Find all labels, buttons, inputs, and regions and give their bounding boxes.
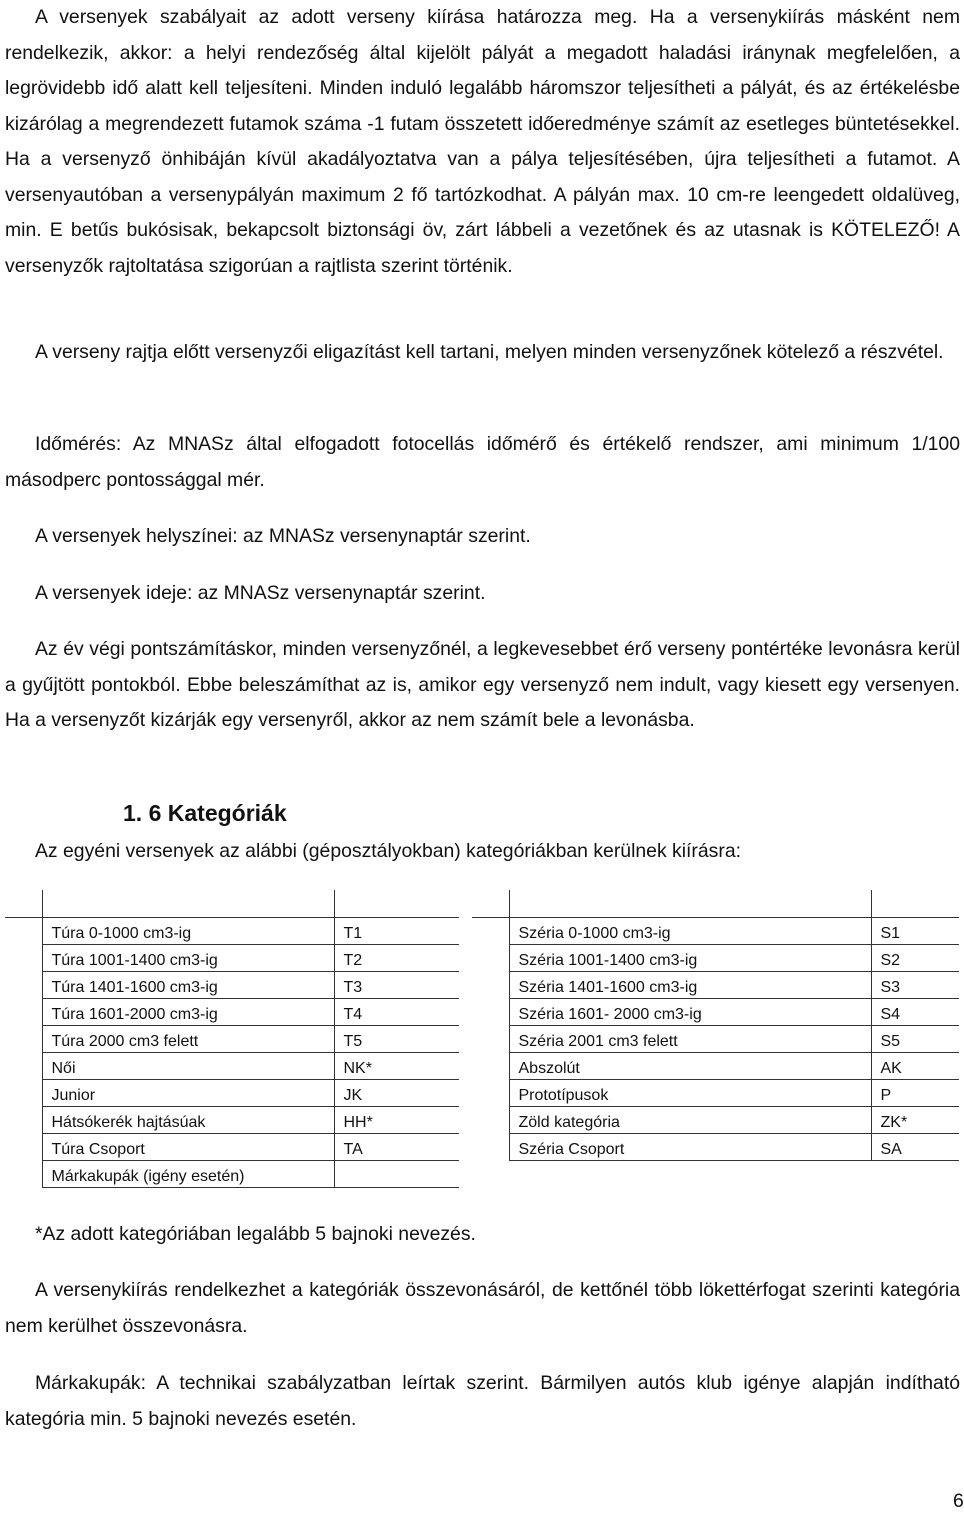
page-number: 6 xyxy=(953,1490,964,1512)
category-code: T5 xyxy=(334,1026,459,1053)
category-code: TA xyxy=(334,1134,459,1161)
table-gap-cell xyxy=(472,1134,509,1161)
category-name: Zöld kategória xyxy=(509,1107,871,1134)
table-gap-cell xyxy=(5,945,42,972)
table-row xyxy=(5,1026,459,1053)
table-gap-cell xyxy=(5,972,42,999)
table-row xyxy=(472,945,959,972)
category-name: Széria Csoport xyxy=(509,1134,871,1161)
category-code: AK xyxy=(871,1053,959,1080)
category-name: Túra 1401-1600 cm3-ig xyxy=(42,972,334,999)
table-row xyxy=(472,1053,959,1080)
table-row xyxy=(5,1080,459,1107)
table-gap-cell xyxy=(472,1080,509,1107)
table-gap-cell xyxy=(5,918,42,945)
table-gap-cell xyxy=(472,945,509,972)
category-code: S2 xyxy=(871,945,959,972)
category-name: Túra 1001-1400 cm3-ig xyxy=(42,945,334,972)
category-code: S1 xyxy=(871,918,959,945)
category-name: Prototípusok xyxy=(509,1080,871,1107)
category-code: S5 xyxy=(871,1026,959,1053)
category-name: Széria 0-1000 cm3-ig xyxy=(509,918,871,945)
rules-paragraph: A versenyek szabályait az adott verseny kiírása határozza meg. Ha a versenykiírás másként nem rendelkezik, akkor: a helyi rendezőség által kijelölt pályát a megadott haladási iránynak megfelelően, a legrövidebb idő alatt kell teljesíteni. Minden induló legalább háromszor teljesítheti a pályát, és az értékelésbe kizárólag a megrendezett futamok száma -1 futam összetett időeredménye számít az esetleges büntetésekkel. Ha a versenyző önhibáján kívül akadályoztatva van a pálya teljesítésében, újra teljesítheti a futamot. A versenyautóban a versenypályán maximum 2 fő tartózkodhat. A pályán max. 10 cm-re leengedett oldalüveg, min. E betűs bukósisak, bekapcsolt biztonsági öv, zárt lábbeli a vezetőnek és az utasnak is KÖTELEZŐ! A versenyzők rajtoltatása szigorúan a rajtlista szerint történik. xyxy=(5,6,960,277)
right-category-table xyxy=(472,890,959,1161)
table-row xyxy=(472,1107,959,1134)
table-row xyxy=(472,999,959,1026)
category-code: T4 xyxy=(334,999,459,1026)
category-footnote: *Az adott kategóriában legalább 5 bajnoki nevezés. xyxy=(35,1223,476,1245)
table-gap-cell xyxy=(472,918,509,945)
category-code: T2 xyxy=(334,945,459,972)
table-spacer-cell xyxy=(334,890,459,918)
category-name: Női xyxy=(42,1053,334,1080)
table-gap-cell xyxy=(472,972,509,999)
table-gap-cell xyxy=(5,1161,42,1188)
table-spacer-cell xyxy=(871,890,959,918)
category-code: S3 xyxy=(871,972,959,999)
briefing-paragraph: A verseny rajtja előtt versenyzői eligazítást kell tartani, melyen minden versenyzőnek kötelező a részvétel. xyxy=(35,341,944,363)
table-gap-cell xyxy=(5,999,42,1026)
table-gap-cell xyxy=(5,1134,42,1161)
category-name: Hátsókerék hajtásúak xyxy=(42,1107,334,1134)
category-code: NK* xyxy=(334,1053,459,1080)
category-code: T1 xyxy=(334,918,459,945)
table-gap-cell xyxy=(5,1026,42,1053)
category-code: ZK* xyxy=(871,1107,959,1134)
category-name: Túra 0-1000 cm3-ig xyxy=(42,918,334,945)
table-gap-cell xyxy=(472,1053,509,1080)
table-row xyxy=(472,972,959,999)
table-row xyxy=(5,999,459,1026)
category-code: JK xyxy=(334,1080,459,1107)
category-name: Széria 1601- 2000 cm3-ig xyxy=(509,999,871,1026)
table-row xyxy=(5,972,459,999)
category-name: Túra 1601-2000 cm3-ig xyxy=(42,999,334,1026)
table-row xyxy=(5,1053,459,1080)
category-name: Abszolút xyxy=(509,1053,871,1080)
table-gap-cell xyxy=(472,1107,509,1134)
category-name: Széria 2001 cm3 felett xyxy=(509,1026,871,1053)
category-name: Széria 1001-1400 cm3-ig xyxy=(509,945,871,972)
table-spacer-row xyxy=(472,890,959,918)
merge-paragraph: A versenykiírás rendelkezhet a kategóriák összevonásáról, de kettőnél több lökettérfogat szerinti kategória nem kerülhet összevonásra. xyxy=(5,1279,960,1337)
table-gap-cell xyxy=(5,1107,42,1134)
category-name: Márkakupák (igény esetén) xyxy=(42,1161,334,1188)
category-code: P xyxy=(871,1080,959,1107)
table-row xyxy=(5,918,459,945)
table-row xyxy=(5,945,459,972)
table-gap-cell xyxy=(472,1026,509,1053)
category-name: Túra 2000 cm3 felett xyxy=(42,1026,334,1053)
category-code: S4 xyxy=(871,999,959,1026)
table-spacer-cell xyxy=(5,890,42,918)
category-name: Széria 1401-1600 cm3-ig xyxy=(509,972,871,999)
table-gap-cell xyxy=(472,999,509,1026)
section-heading: 1. 6 Kategóriák xyxy=(123,800,287,826)
category-code: SA xyxy=(871,1134,959,1161)
left-category-table xyxy=(5,890,459,1188)
table-row xyxy=(472,1080,959,1107)
category-code: HH* xyxy=(334,1107,459,1134)
table-row xyxy=(5,1161,459,1188)
category-name: Junior xyxy=(42,1080,334,1107)
table-spacer-cell xyxy=(42,890,334,918)
brand-cup-paragraph: Márkakupák: A technikai szabályzatban leírtak szerint. Bármilyen autós klub igénye alapján indítható kategória min. 5 bajnoki nevezés esetén. xyxy=(5,1372,960,1430)
dates-paragraph: A versenyek ideje: az MNASz versenynaptár szerint. xyxy=(35,582,486,604)
table-row xyxy=(5,1107,459,1134)
table-spacer-cell xyxy=(472,890,509,918)
table-gap-cell xyxy=(5,1053,42,1080)
category-name: Túra Csoport xyxy=(42,1134,334,1161)
table-row xyxy=(5,1134,459,1161)
table-row xyxy=(472,918,959,945)
category-code xyxy=(334,1161,459,1188)
table-spacer-row xyxy=(5,890,459,918)
category-code: T3 xyxy=(334,972,459,999)
points-paragraph: Az év végi pontszámításkor, minden versenyzőnél, a legkevesebbet érő verseny pontértéke levonásra kerül a gyűjtött pontokból. Ebbe beleszámíthat az is, amikor egy versenyző nem indult, vagy kiesett egy versenyen. Ha a versenyzőt kizárják egy versenyről, akkor az nem számít bele a levonásba. xyxy=(5,638,960,731)
section-intro: Az egyéni versenyek az alábbi (géposztályokban) kategóriákban kerülnek kiírásra: xyxy=(35,840,741,862)
venues-paragraph: A versenyek helyszínei: az MNASz versenynaptár szerint. xyxy=(35,525,531,547)
table-gap-cell xyxy=(5,1080,42,1107)
table-row xyxy=(472,1026,959,1053)
table-row xyxy=(472,1134,959,1161)
timing-paragraph: Időmérés: Az MNASz által elfogadott fotocellás időmérő és értékelő rendszer, ami minimum 1/100 másodperc pontossággal mér. xyxy=(5,433,960,491)
table-spacer-cell xyxy=(509,890,871,918)
